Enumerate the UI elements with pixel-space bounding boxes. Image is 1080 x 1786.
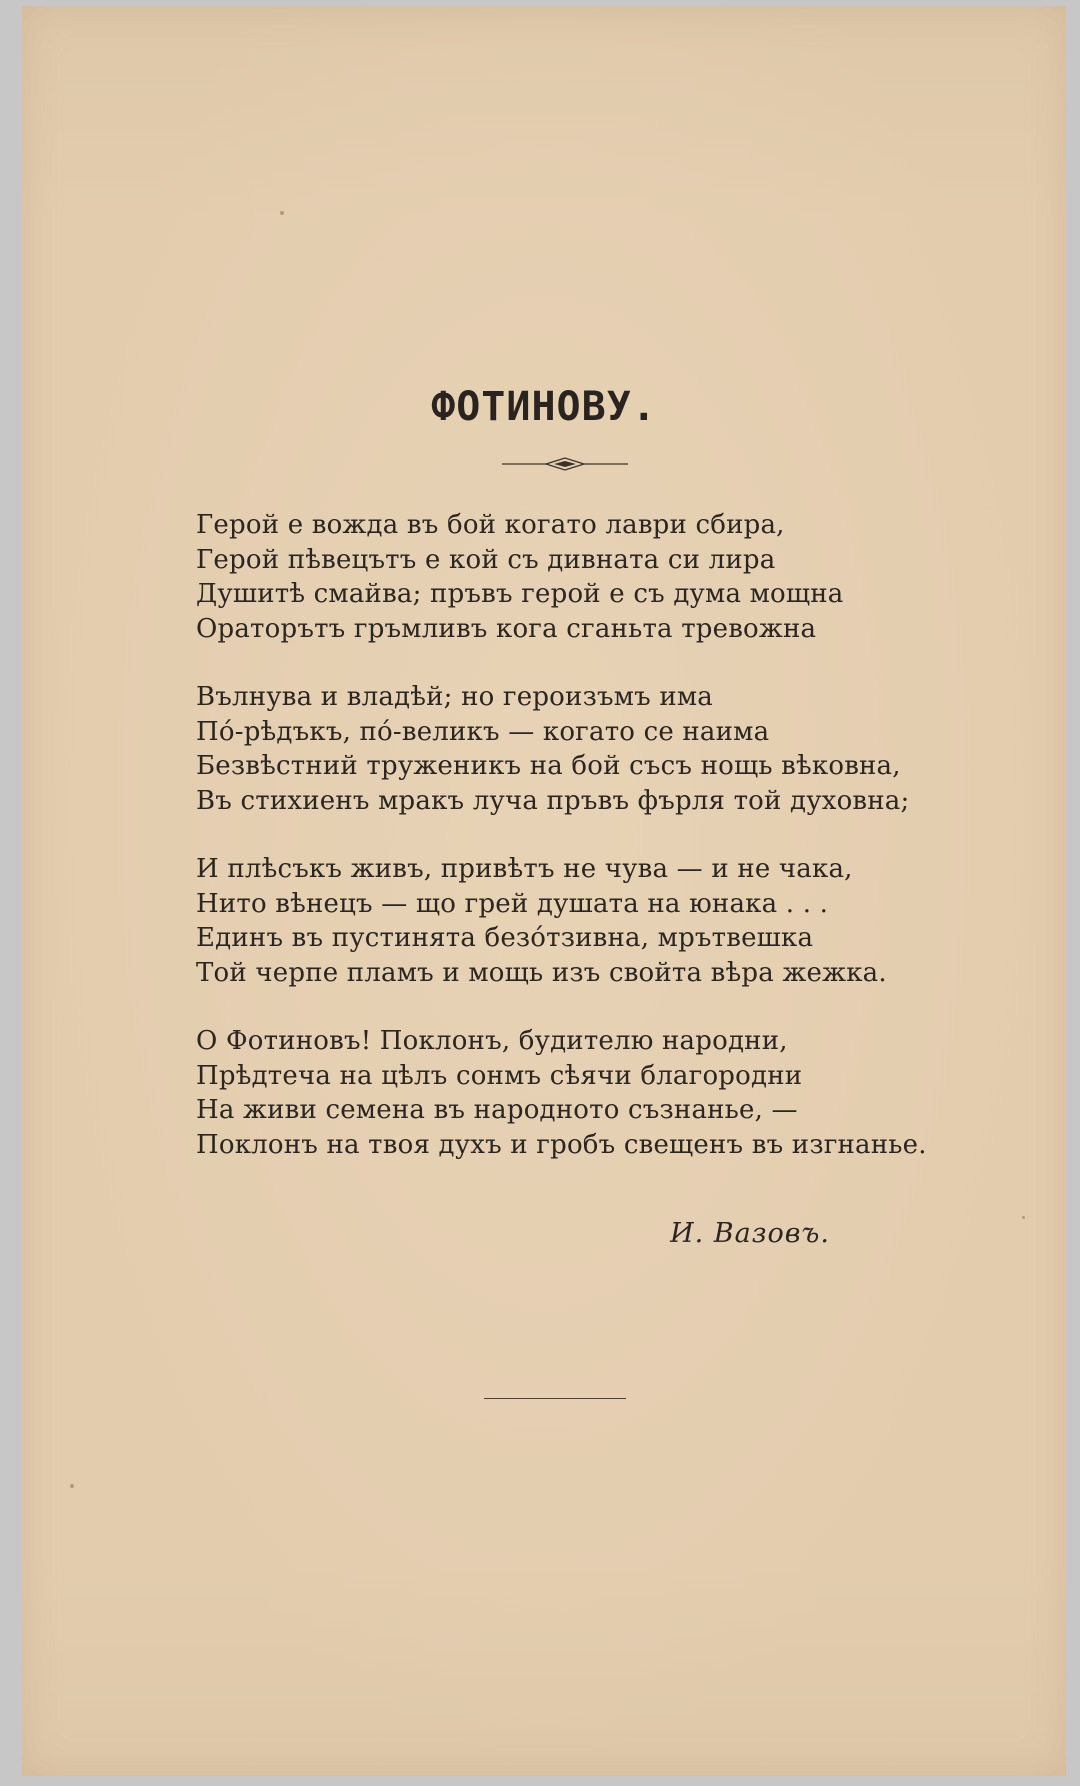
stanza <box>196 1024 956 1162</box>
paper-speck <box>1022 1216 1025 1219</box>
verse-line: Въ стихиенъ мракъ луча пръвъ фърля той духовна; <box>196 785 910 816</box>
verse-line: Нито вѣнецъ — що грей душата на юнака . . . <box>196 888 829 919</box>
paper-speck <box>280 211 284 215</box>
verse-line: О Фотиновъ! Поклонъ, будителю народни, <box>196 1026 788 1056</box>
poem-title: ФОТИНОВУ. <box>431 384 657 430</box>
poem-body <box>196 508 956 1162</box>
stanza <box>196 852 956 990</box>
verse-line: Пó-рѣдъкъ, пó-великъ — когато се наима <box>196 716 770 747</box>
verse-line: Ораторътъ гръмливъ кога сганьта тревожна <box>196 613 817 644</box>
verse-line: Единъ въ пустинята безóтзивна, мрътвешка <box>196 923 814 953</box>
verse-line: Той черпе пламъ и мощь изъ свойта вѣра жежка. <box>196 957 887 988</box>
paper-speck <box>70 1484 74 1488</box>
verse-line: Герой е вожда въ бой когато лаври сбира, <box>196 510 785 540</box>
closing-rule <box>484 1398 626 1399</box>
stanza <box>196 508 956 646</box>
title-ornament <box>500 456 630 472</box>
verse-line: И плѣсъкъ живъ, привѣтъ не чува — и не чака, <box>196 854 853 884</box>
verse-line: Прѣдтеча на цѣлъ сонмъ сѣячи благородни <box>196 1060 803 1091</box>
verse-line: Поклонъ на твоя духъ и гробъ свещенъ въ изгнанье. <box>196 1129 927 1160</box>
author-signature: И. Вазовъ. <box>670 1218 830 1249</box>
verse-line: Вълнува и владѣй; но героизъмъ има <box>196 682 713 712</box>
verse-line: Герой пѣвецътъ е кой съ дивната си лира <box>196 544 776 575</box>
verse-line: На живи семена въ народното съзнанье, — <box>196 1095 798 1125</box>
verse-line: Безвѣстний труженикъ на бой съсъ нощь вѣковна, <box>196 751 901 781</box>
stanza <box>196 680 956 818</box>
verse-line: Душитѣ смайва; пръвъ герой е съ дума мощна <box>196 579 844 609</box>
book-page <box>22 6 1066 1776</box>
